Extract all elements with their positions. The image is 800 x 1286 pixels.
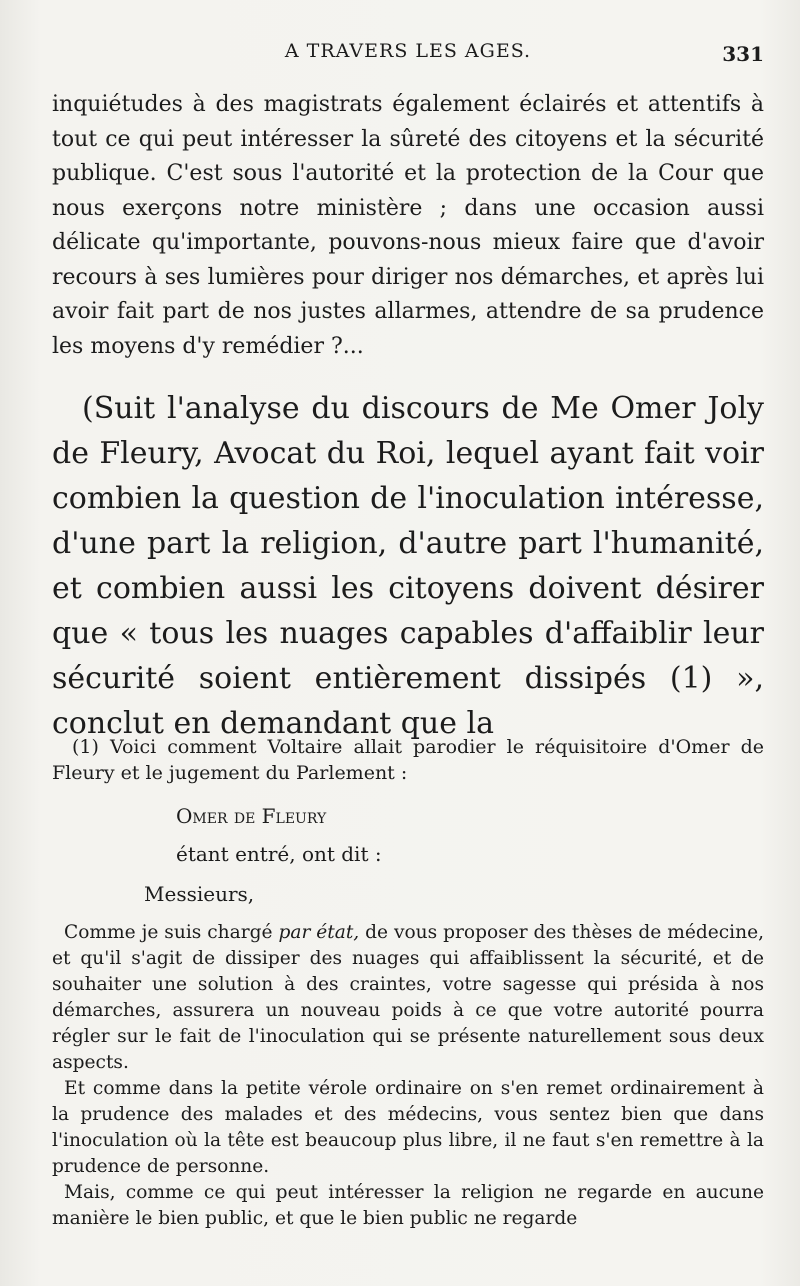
fn-para1-before: Comme je suis chargé (64, 922, 273, 943)
footnote-paragraph-3: Mais, comme ce qui peut intéresser la religion ne regarde en aucune manière le bien public, et que le bien public ne regarde (52, 1182, 764, 1229)
main-text-block (52, 88, 764, 364)
page-header (52, 34, 764, 74)
page-number: 331 (722, 42, 764, 66)
running-title: A TRAVERS LES AGES. (284, 40, 532, 62)
footnote-intro: (1) Voici comment Voltaire allait parodier le réquisitoire d'Omer de Fleury et le jugement du Parlement : (52, 736, 764, 784)
footnote-paragraph-2: Et comme dans la petite vérole ordinaire on s'en remet ordinairement à la prudence des malades et des médecins, vous sentez bien que dans l'inoculation où la tête est beaucoup plus libre, il ne faut s'en remettre à la prudence de personne. (52, 1078, 764, 1177)
fn-para1-after: de vous proposer des thèses de médecine, et qu'il s'agit de dissiper des nuages qui affaiblissent la sécurité, et de souhaiter une solution à des craintes, votre sagesse qui présida à nos démarches, assurera un nouveau poids à ce que votre autorité pourra régler sur le fait de l'inoculation qui se présente naturellement sous deux aspects. (52, 922, 765, 1073)
large-paragraph: (Suit l'analyse du discours de Me Omer Joly de Fleury, Avocat du Roi, lequel ayant fait voir combien la question de l'inoculation intéresse, d'une part la religion, d'autre part l'humanité, et combien aussi les citoyens doivent désirer que « tous les nuages capables d'affaiblir leur sécurité soient entièrement dissipés (1) », conclut en demandant que la (52, 391, 764, 741)
large-text-block (52, 386, 764, 746)
footnote-entered-line: étant entré, ont dit : (176, 842, 382, 866)
footnote-salutation: Messieurs, (144, 882, 255, 906)
body-paragraph: inquiétudes à des magistrats également éclairés et attentifs à tout ce qui peut intéresser la sûreté des citoyens et la sécurité publique. C'est sous l'autorité et la protection de la Cour que nous exerçons notre ministère ; dans une occasion aussi délicate qu'importante, pouvons-nous mieux faire que d'avoir recours à ses lumières pour diriger nos démarches, et après lui avoir fait part de nos justes allarmes, attendre de sa prudence les moyens d'y remédier ?... (52, 92, 764, 359)
fn-para1-italic: par état, (278, 922, 360, 943)
footnote-speaker-name: Omer de Fleury (176, 804, 327, 828)
footnote-paragraph-1 (52, 920, 764, 1076)
footnote (52, 734, 764, 1232)
